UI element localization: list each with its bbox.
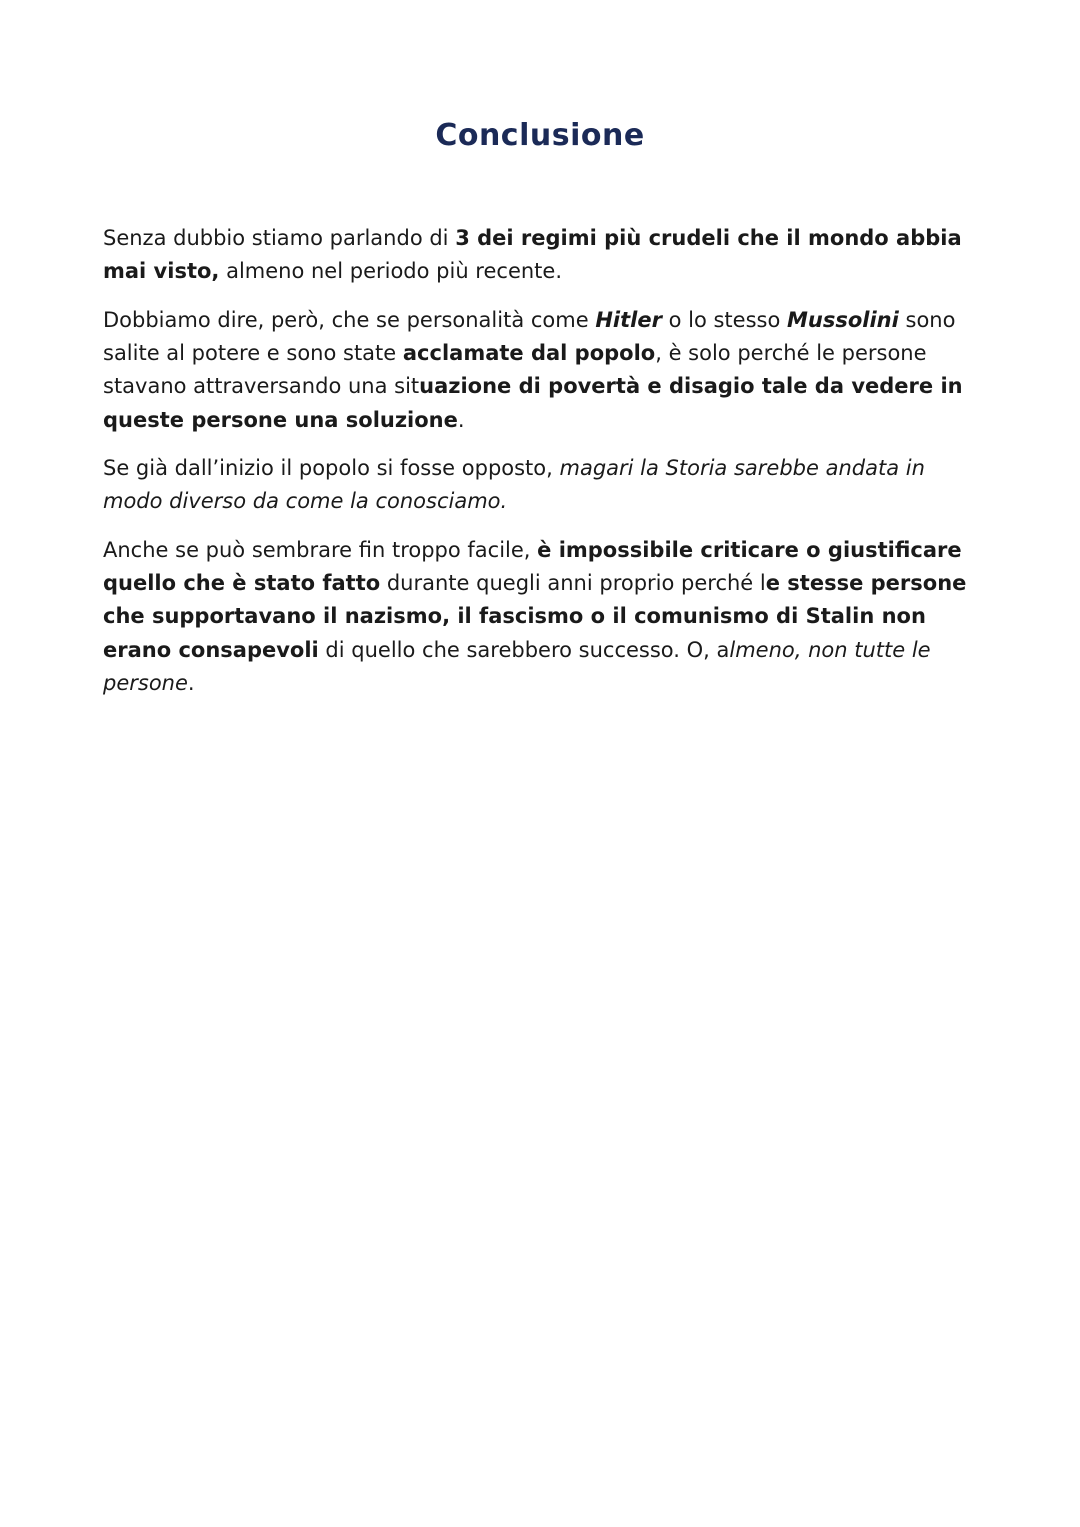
paragraph <box>103 452 983 519</box>
text-segment: magari la Storia sarebbe andata in modo diverso da come la conosciamo. <box>103 456 925 514</box>
text-segment: Anche se può sembrare fin troppo facile, <box>103 537 538 562</box>
text-segment: o lo stesso <box>661 307 787 332</box>
text-segment: Senza dubbio stiamo parlando di <box>103 226 456 250</box>
text-segment: Se già dall’inizio il popolo si fosse opposto, <box>103 456 560 481</box>
text-segment: Hitler <box>595 307 662 332</box>
paragraph <box>103 222 983 289</box>
text-segment: è impossibile criticare o giustificare quello che è stato fatto <box>103 537 962 596</box>
text-segment: di quello che sarebbero successo. O, a <box>318 637 730 662</box>
text-segment: sono salite al potere e sono state <box>103 307 956 366</box>
text-segment: , è solo perché le persone stavano attraversando una sit <box>103 341 927 399</box>
text-segment: Dobbiamo dire, però, che se personalità come <box>103 307 596 332</box>
paragraph <box>103 304 983 438</box>
text-segment: durante quegli anni proprio perché l <box>380 571 766 596</box>
text-segment: e stesse persone che supportavano il nazismo, il fascismo o il comunismo di Stalin non erano consapevoli <box>103 571 967 662</box>
text-segment: lmeno, non tutte le persone <box>103 637 931 696</box>
page-title: Conclusione <box>435 118 645 153</box>
text-segment: uazione di povertà e disagio tale da vedere in queste persone una soluzione <box>103 374 963 432</box>
text-segment: . <box>457 407 465 432</box>
text-segment: 3 dei regimi più crudeli che il mondo abbia mai visto, <box>103 226 962 284</box>
paragraph <box>103 534 983 701</box>
document-body <box>103 222 983 715</box>
text-segment: acclamate dal popolo <box>402 341 656 366</box>
text-segment: almeno nel periodo più recente. <box>219 259 562 284</box>
text-segment: Mussolini <box>787 307 899 332</box>
text-segment: . <box>187 671 195 696</box>
